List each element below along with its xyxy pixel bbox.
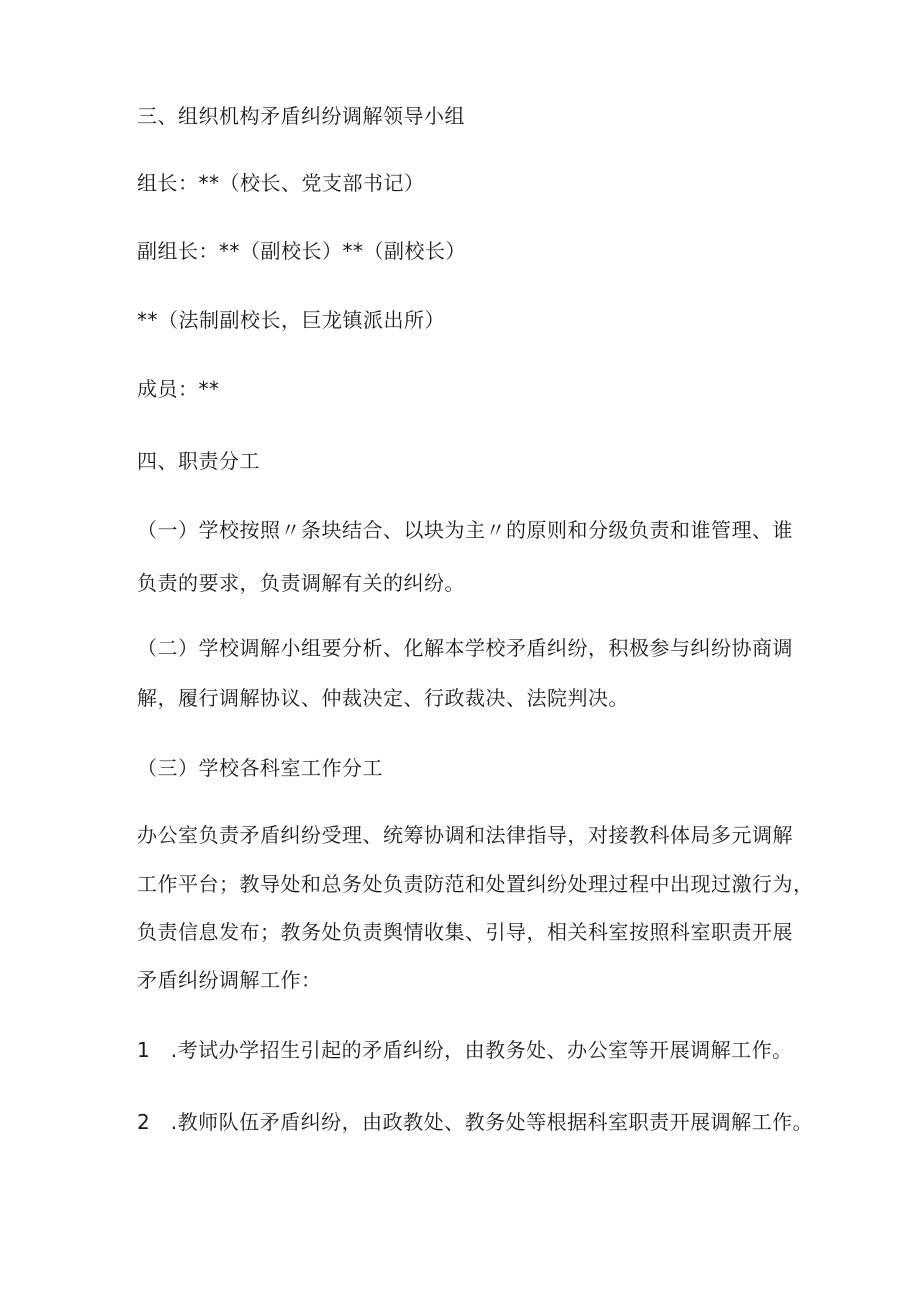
members-line: 成员：** [137,377,220,401]
legal-vice-principal-line: **（法制副校长，巨龙镇派出所） [137,308,445,332]
office-duties-line-2: 工作平台；教导处和总务处负责防范和处置纠纷处理过程中出现过激行为， [137,872,814,896]
duty-1-line-2: 负责的要求，负责调解有关的纠纷。 [137,571,465,595]
duty-2-line-2: 解，履行调解协议、仲裁决定、行政裁决、法院判决。 [137,686,629,710]
office-duties-line-3: 负责信息发布；教务处负责舆情收集、引导，相关科室按照科室职责开展 [137,920,793,944]
section-heading-duties: 四、职责分工 [137,449,260,473]
list-item-1: 1 .考试办学招生引起的矛盾纠纷，由教务处、办公室等开展调解工作。 [137,1038,793,1062]
office-duties-line-4: 矛盾纠纷调解工作： [137,968,322,992]
list-item-2: 2 .教师队伍矛盾纠纷，由政教处、教务处等根据科室职责开展调解工作。 [137,1110,814,1134]
office-duties-line-1: 办公室负责矛盾纠纷受理、统筹协调和法律指导，对接教科体局多元调解 [137,823,793,847]
section-heading-organization: 三、组织机构矛盾纠纷调解领导小组 [137,104,465,128]
vice-leader-line: 副组长：**（副校长）**（副校长） [137,239,466,263]
duty-3-heading: （三）学校各科室工作分工 [137,756,383,780]
duty-2-line-1: （二）学校调解小组要分析、化解本学校矛盾纠纷，积极参与纠纷协商调 [137,636,793,660]
leader-line: 组长：**（校长、党支部书记） [137,171,425,195]
duty-1-line-1: （一）学校按照〃条块结合、以块为主〃的原则和分级负责和谁管理、谁 [137,518,793,542]
